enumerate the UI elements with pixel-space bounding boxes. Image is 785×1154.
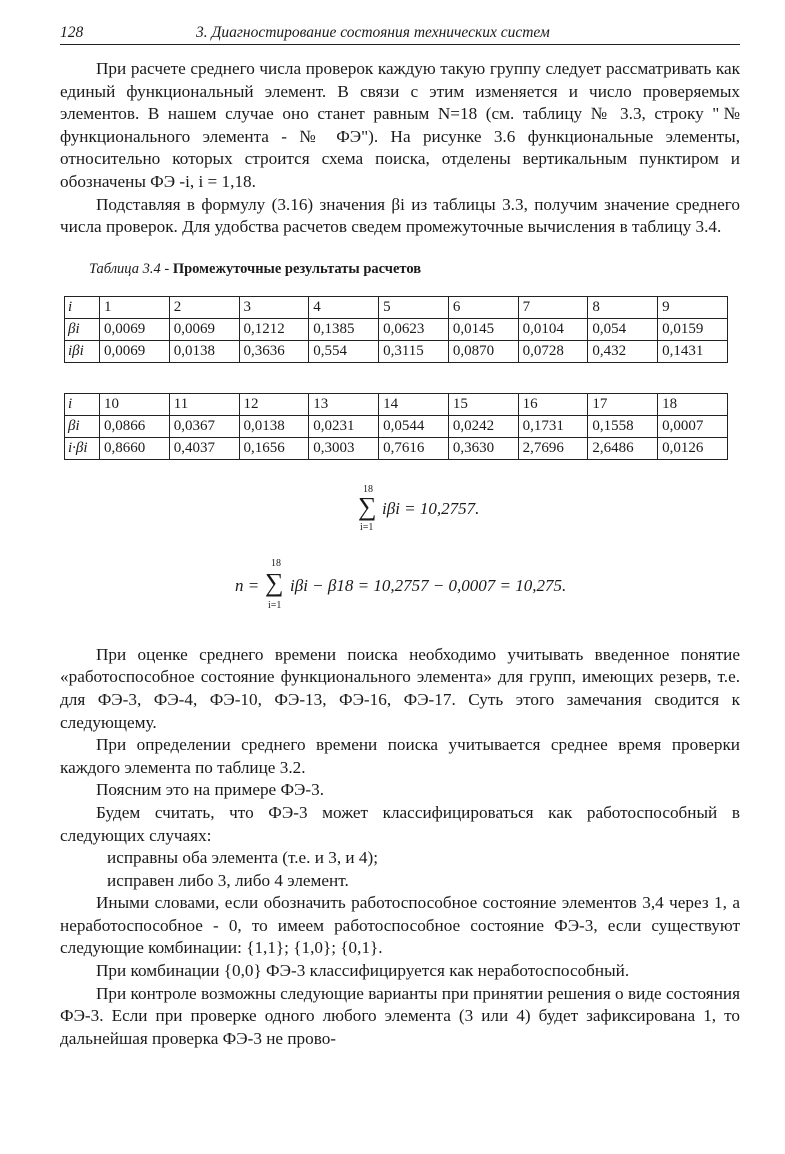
row-header: i·βi — [65, 437, 100, 459]
paragraph: Будем считать, что ФЭ-3 может классифицироваться как работоспособный в следующих случаях: — [60, 802, 740, 845]
formula-body: iβi − β18 = 10,2757 − 0,0007 = 10,275. — [290, 575, 567, 595]
table-row — [65, 296, 728, 318]
table-caption — [89, 261, 740, 278]
table-cell: 5 — [379, 296, 449, 318]
table-cell: 4 — [309, 296, 379, 318]
table-cell: 0,0870 — [448, 340, 518, 362]
table-cell: 0,1385 — [309, 318, 379, 340]
table-cell: 0,1212 — [239, 318, 309, 340]
sum-lower-limit: i=1 — [268, 599, 282, 611]
body-text — [60, 644, 740, 1051]
table-cell: 7 — [518, 296, 588, 318]
sum-upper-limit: 18 — [271, 557, 281, 569]
row-header: i — [65, 393, 100, 415]
table-cell: 0,1731 — [518, 415, 588, 437]
table-cell: 14 — [379, 393, 449, 415]
table-cell: 0,0145 — [448, 318, 518, 340]
page-number: 128 — [60, 24, 84, 41]
table-row — [65, 437, 728, 459]
table-cell: 0,0623 — [379, 318, 449, 340]
table-cell: 0,0138 — [239, 415, 309, 437]
paragraph: При определении среднего времени поиска учитывается среднее время проверки каждого элемента по таблице 3.2. — [60, 735, 740, 777]
table-cell: 0,3630 — [448, 437, 518, 459]
table-cell: 3 — [239, 296, 309, 318]
table-cell: 11 — [169, 393, 239, 415]
paragraph: При комбинации {0,0} ФЭ-3 классифицируется как неработоспособный. — [96, 961, 630, 981]
sum-formula-2 — [60, 558, 740, 616]
table-cell: 0,8660 — [100, 437, 170, 459]
paragraph: При расчете среднего числа проверок каждую такую группу следует рассматривать как единый функциональный элемент. В связи с этим изменяется и число проверяемых элементов. В нашем случае оно станет равным N=18 (см. таблицу № 3.3, строку "№ функционального элемента - № ФЭ"). На рисунке 3.6 функциональные элементы, относительно которых строится схема поиска, отделены вертикальным пунктиром и обозначены ФЭ -i, i = 1,18. — [60, 59, 740, 191]
table-cell: 0,0728 — [518, 340, 588, 362]
table-cell: 2,6486 — [588, 437, 658, 459]
table-cell: 0,1656 — [239, 437, 309, 459]
table-cell: 16 — [518, 393, 588, 415]
running-title: 3. Диагностирование состояния технических систем — [196, 24, 550, 41]
table-cell: 0,3115 — [379, 340, 449, 362]
sum-formula-1 — [60, 484, 740, 536]
row-header: i — [65, 296, 100, 318]
list-item: исправен либо 3, либо 4 элемент. — [107, 870, 349, 890]
results-table-1 — [64, 296, 728, 363]
table-cell: 0,3636 — [239, 340, 309, 362]
table-cell: 17 — [588, 393, 658, 415]
table-cell: 0,0242 — [448, 415, 518, 437]
table-cell: 1 — [100, 296, 170, 318]
page-header — [60, 22, 740, 45]
sum-upper-limit: 18 — [363, 483, 373, 495]
sum-lower-limit: i=1 — [360, 521, 374, 533]
row-header: iβi — [65, 340, 100, 362]
table-cell: 0,0544 — [379, 415, 449, 437]
table-cell: 0,0159 — [658, 318, 728, 340]
formula-lhs: n = — [235, 575, 260, 595]
sigma-symbol: ∑ — [358, 491, 377, 521]
list-item: исправны оба элемента (т.е. и 3, и 4); — [107, 848, 379, 868]
paragraph: Подставляя в формулу (3.16) значения βi из таблицы 3.3, получим значение среднего числа проверок. Для удобства расчетов сведем промежуточные вычисления в таблицу 3.4. — [60, 194, 740, 237]
table-cell: 0,0069 — [169, 318, 239, 340]
table-cell: 10 — [100, 393, 170, 415]
table-cell: 0,0866 — [100, 415, 170, 437]
table-cell: 0,0138 — [169, 340, 239, 362]
formula-body: iβi = 10,2757. — [382, 498, 480, 518]
table-cell: 0,0007 — [658, 415, 728, 437]
table-row — [65, 318, 728, 340]
sigma-symbol: ∑ — [265, 567, 284, 597]
table-row — [65, 340, 728, 362]
table-cell: 0,554 — [309, 340, 379, 362]
table-cell: 6 — [448, 296, 518, 318]
table-cell: 12 — [239, 393, 309, 415]
row-header: βi — [65, 415, 100, 437]
table-row — [65, 415, 728, 437]
table-cell: 0,1431 — [658, 340, 728, 362]
table-cell: 0,0069 — [100, 340, 170, 362]
table-caption-label: Таблица 3.4 - — [89, 260, 170, 277]
table-cell: 0,0367 — [169, 415, 239, 437]
table-cell: 0,0126 — [658, 437, 728, 459]
table-cell: 13 — [309, 393, 379, 415]
table-cell: 0,3003 — [309, 437, 379, 459]
table-cell: 0,1558 — [588, 415, 658, 437]
table-caption-title: Промежуточные результаты расчетов — [172, 260, 422, 277]
table-cell: 0,7616 — [379, 437, 449, 459]
row-header: βi — [65, 318, 100, 340]
table-cell: 0,4037 — [169, 437, 239, 459]
table-row — [65, 393, 728, 415]
paragraph: При оценке среднего времени поиска необходимо учитывать введенное понятие «работоспособное состояние функционального элемента» для групп, имеющих резерв, т.е. для ФЭ-3, ФЭ-4, ФЭ-10, ФЭ-13, ФЭ-16, ФЭ-17. Суть этого замечания сводится к следующему. — [60, 644, 740, 732]
table-cell: 0,0104 — [518, 318, 588, 340]
table-cell: 2,7696 — [518, 437, 588, 459]
book-page — [60, 22, 740, 1050]
table-cell: 15 — [448, 393, 518, 415]
table-cell: 0,0231 — [309, 415, 379, 437]
paragraph: Иными словами, если обозначить работоспособное состояние элементов 3,4 через 1, а неработоспособное - 0, то имеем работоспособное состояние ФЭ-3, если существуют следующие комбинации: {1,1}; {1,0}; {0,1}. — [60, 893, 740, 958]
paragraph: При контроле возможны следующие варианты при принятии решения о виде состояния ФЭ-3. Если при проверке одного любого элемента (3 или 4) будет зафиксирована 1, то дальнейшая проверка ФЭ-3 не прово- — [60, 983, 740, 1048]
table-cell: 0,432 — [588, 340, 658, 362]
table-cell: 0,054 — [588, 318, 658, 340]
table-cell: 18 — [658, 393, 728, 415]
table-cell: 9 — [658, 296, 728, 318]
table-cell: 2 — [169, 296, 239, 318]
table-cell: 8 — [588, 296, 658, 318]
paragraph: Поясним это на примере ФЭ-3. — [96, 780, 325, 800]
table-cell: 0,0069 — [100, 318, 170, 340]
results-table-2 — [64, 393, 728, 460]
